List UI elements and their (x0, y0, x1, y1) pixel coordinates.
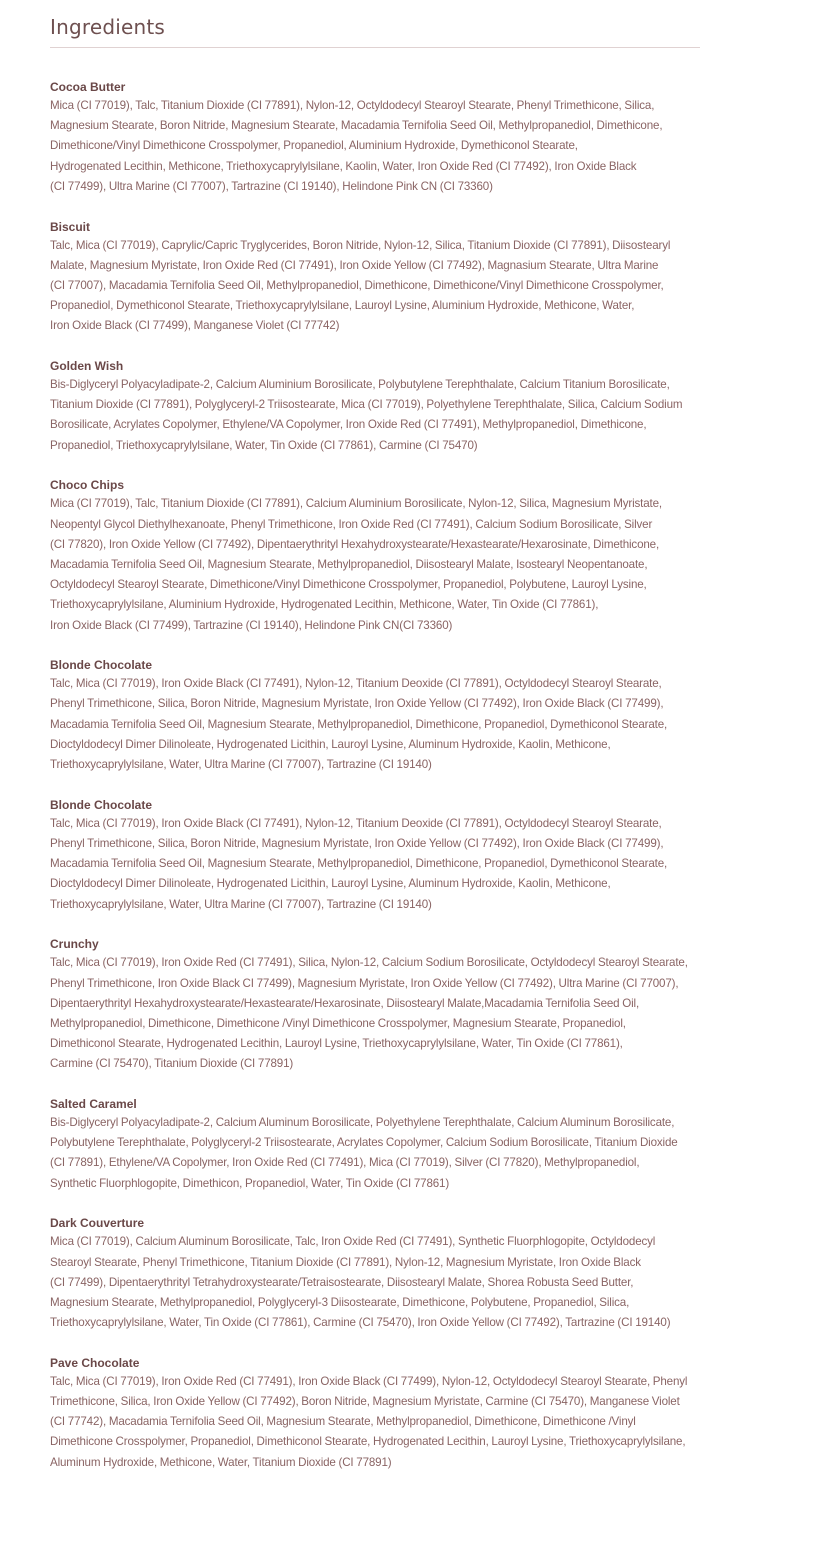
ingredient-list (50, 1232, 810, 1333)
ingredient-line: Talc, Mica (CI 77019), Iron Oxide Red (CI 77491), Iron Oxide Black (CI 77499), Nylon-12, Octyldodecyl Stearoyl Stearate, Phenyl (50, 1374, 688, 1388)
ingredient-line: Aluminum Hydroxide, Methicone, Water, Titanium Dioxide (CI 77891) (50, 1455, 392, 1469)
section-heading: Biscuit (50, 219, 91, 234)
ingredient-section (50, 1354, 810, 1473)
ingredient-list (50, 236, 810, 337)
ingredient-line: (CI 77891), Ethylene/VA Copolymer, Iron Oxide Red (CI 77491), Mica (CI 77019), Silver (CI 77820), Methylpropanediol, (50, 1156, 640, 1170)
ingredient-line: (CI 77820), Iron Oxide Yellow (CI 77492), Dipentaerythrityl Hexahydroxystearate/Hexastearate/Hexarosinate, Dimethicone, (50, 537, 660, 551)
section-heading: Golden Wish (50, 359, 124, 374)
section-heading: Cocoa Butter (50, 80, 126, 94)
ingredient-line: Macadamia Ternifolia Seed Oil, Magnesium Stearate, Methylpropanediol, Dimethicone, Propanediol, Dymethiconol Stearate, (50, 717, 668, 731)
ingredient-section (50, 78, 810, 197)
ingredient-section (50, 357, 810, 456)
ingredient-line: Methylpropanediol, Dimethicone, Dimethicone /Vinyl Dimethicone Crosspolymer, Magnesium Stearate, Propanediol, (50, 1016, 626, 1030)
ingredient-line: Triethoxycaprylylsilane, Water, Ultra Marine (CI 77007), Tartrazine (CI 19140) (50, 897, 432, 911)
ingredient-line: Carmine (CI 75470), Titanium Dioxide (CI 77891) (50, 1057, 294, 1071)
ingredient-line: Mica (CI 77019), Talc, Titanium Dioxide (CI 77891), Calcium Aluminium Borosilicate, Nylon-12, Silica, Magnesium Myristate, (50, 497, 662, 511)
ingredient-section (50, 218, 810, 337)
ingredient-line: Iron Oxide Black (CI 77499), Manganese Violet (CI 77742) (50, 319, 340, 333)
ingredient-line: Triethoxycaprylylsilane, Water, Ultra Marine (CI 77007), Tartrazine (CI 19140) (50, 758, 432, 772)
ingredient-line: Phenyl Trimethicone, Silica, Boron Nitride, Magnesium Myristate, Iron Oxide Yellow (CI 77492), Iron Oxide Black (CI 77499), (50, 836, 664, 850)
section-heading: Pave Chocolate (50, 1355, 140, 1370)
ingredient-line: Malate, Magnesium Myristate, Iron Oxide Red (CI 77491), Iron Oxide Yellow (CI 77492), Magnasium Stearate, Ultra Marine (50, 258, 659, 272)
ingredient-line: Phenyl Trimethicone, Iron Oxide Black CI 77499), Magnesium Myristate, Iron Oxide Yellow (CI 77492), Ultra Marine (CI 77007), (50, 976, 679, 990)
ingredient-line: Talc, Mica (CI 77019), Iron Oxide Black (CI 77491), Nylon-12, Titanium Deoxide (CI 77891), Octyldodecyl Stearoyl Stearate, (50, 677, 662, 691)
ingredient-line: Macadamia Ternifolia Seed Oil, Magnesium Stearate, Methylpropanediol, Dimethicone, Propanediol, Dymethiconol Stearate, (50, 857, 668, 871)
ingredient-list (50, 494, 810, 635)
ingredient-list (50, 1372, 810, 1473)
ingredient-list (50, 814, 810, 915)
ingredient-line: Dimethiconol Stearate, Hydrogenated Lecithin, Lauroyl Lysine, Triethoxycaprylylsilane, Water, Tin Oxide (CI 77861), (50, 1037, 623, 1051)
ingredient-line: Phenyl Trimethicone, Silica, Boron Nitride, Magnesium Myristate, Iron Oxide Yellow (CI 77492), Iron Oxide Black (CI 77499), (50, 697, 664, 711)
section-heading: Choco Chips (50, 478, 124, 493)
ingredient-list (50, 96, 810, 197)
ingredient-section (50, 1214, 810, 1333)
ingredient-section (50, 796, 810, 915)
ingredient-line: Magnesium Stearate, Methylpropanediol, Polyglyceryl-3 Diisostearate, Dimethicone, Polybutene, Propanediol, Silica, (50, 1295, 630, 1309)
section-heading: Blonde Chocolate (50, 658, 153, 673)
ingredient-sections (50, 78, 810, 1493)
ingredient-line: Macadamia Ternifolia Seed Oil, Magnesium Stearate, Methylpropanediol, Diisostearyl Malate, Isostearyl Neopentanoate, (50, 557, 648, 571)
ingredient-line: Dioctyldodecyl Dimer Dilinoleate, Hydrogenated Licithin, Lauroyl Lysine, Aluminum Hydroxide, Kaolin, Methicone, (50, 737, 611, 751)
ingredient-line: Talc, Mica (CI 77019), Caprylic/Capric Tryglycerides, Boron Nitride, Nylon-12, Silica, Titanium Dioxide (CI 77891), Diisostearyl (50, 238, 671, 252)
ingredient-section (50, 1095, 810, 1194)
ingredient-line: Dimethicone Crosspolymer, Propanediol, Dimethiconol Stearate, Hydrogenated Lecithin, Lauroyl Lysine, Triethoxycaprylylsilane, (50, 1435, 686, 1449)
ingredient-line: Stearoyl Stearate, Phenyl Trimethicone, Titanium Dioxide (CI 77891), Nylon-12, Magnesium Myristate, Iron Oxide Black (50, 1255, 641, 1269)
ingredient-line: (CI 77499), Ultra Marine (CI 77007), Tartrazine (CI 19140), Helindone Pink CN (CI 73360) (50, 179, 493, 193)
ingredient-list (50, 1113, 810, 1194)
section-heading: Crunchy (50, 937, 99, 952)
ingredient-line: Bis-Diglyceryl Polyacyladipate-2, Calcium Aluminum Borosilicate, Polyethylene Terephthalate, Calcium Aluminum Borosilicate, (50, 1116, 675, 1130)
ingredient-line: Dimethicone/Vinyl Dimethicone Crosspolymer, Propanediol, Aluminium Hydroxide, Dymethiconol Stearate, (50, 139, 578, 153)
ingredient-line: Synthetic Fluorphlogopite, Dimethicon, Propanediol, Water, Tin Oxide (CI 77861) (50, 1176, 450, 1190)
ingredient-section (50, 476, 810, 635)
ingredient-line: (CI 77499), Dipentaerythrityl Tetrahydroxystearate/Tetraisostearate, Diisostearyl Malate, Shorea Robusta Seed Butter, (50, 1275, 634, 1289)
ingredient-line: Octyldodecyl Stearoyl Stearate, Dimethicone/Vinyl Dimethicone Crosspolymer, Propanediol, Polybutene, Lauroyl Lysine, (50, 578, 647, 592)
ingredient-line: Propanediol, Dymethiconol Stearate, Triethoxycaprylylsilane, Lauroyl Lysine, Aluminium Hydroxide, Methicone, Water, (50, 299, 635, 313)
ingredient-line: (CI 77742), Macadamia Ternifolia Seed Oil, Magnesium Stearate, Methylpropanediol, Dimethicone, Dimethicone /Vinyl (50, 1415, 636, 1429)
section-heading: Salted Caramel (50, 1097, 137, 1112)
ingredient-line: Polybutylene Terephthalate, Polyglyceryl-2 Triisostearate, Acrylates Copolymer, Calcium Sodium Borosilicate, Titanium Dioxide (50, 1136, 678, 1150)
ingredient-line: Iron Oxide Black (CI 77499), Tartrazine (CI 19140), Helindone Pink CN(CI 73360) (50, 618, 453, 632)
title-divider (50, 47, 700, 48)
ingredient-line: Titanium Dioxide (CI 77891), Polyglyceryl-2 Triisostearate, Mica (CI 77019), Polyethylene Terephthalate, Silica, Calcium Sodium (50, 398, 683, 412)
ingredient-line: Magnesium Stearate, Boron Nitride, Magnesium Stearate, Macadamia Ternifolia Seed Oil, Methylpropanediol, Dimethicone, (50, 119, 663, 133)
page-title: Ingredients (50, 15, 166, 39)
ingredient-list (50, 674, 810, 775)
ingredient-line: (CI 77007), Macadamia Ternifolia Seed Oil, Methylpropanediol, Dimethicone, Dimethicone/Vinyl Dimethicone Crosspolymer, (50, 278, 664, 292)
ingredient-section (50, 935, 810, 1074)
ingredient-section (50, 656, 810, 775)
section-heading: Blonde Chocolate (50, 797, 153, 812)
ingredient-line: Triethoxycaprylylsilane, Aluminium Hydroxide, Hydrogenated Lecithin, Methicone, Water, Tin Oxide (CI 77861), (50, 598, 599, 612)
ingredient-line: Neopentyl Glycol Diethylhexanoate, Phenyl Trimethicone, Iron Oxide Red (CI 77491), Calcium Sodium Borosilicate, Silver (50, 517, 653, 531)
ingredient-line: Talc, Mica (CI 77019), Iron Oxide Black (CI 77491), Nylon-12, Titanium Deoxide (CI 77891), Octyldodecyl Stearoyl Stearate, (50, 816, 662, 830)
ingredient-line: Mica (CI 77019), Calcium Aluminum Borosilicate, Talc, Iron Oxide Red (CI 77491), Synthetic Fluorphlogopite, Octyldodecyl (50, 1235, 656, 1249)
section-heading: Dark Couverture (50, 1216, 145, 1231)
ingredient-line: Triethoxycaprylylsilane, Water, Tin Oxide (CI 77861), Carmine (CI 75470), Iron Oxide Yellow (CI 77492), Tartrazine (CI 19140) (50, 1316, 671, 1330)
ingredient-line: Dipentaerythrityl Hexahydroxystearate/Hexastearate/Hexarosinate, Diisostearyl Malate,Macadamia Ternifolia Seed Oil, (50, 996, 640, 1010)
ingredient-line: Hydrogenated Lecithin, Methicone, Triethoxycaprylylsilane, Kaolin, Water, Iron Oxide Red (CI 77492), Iron Oxide Black (50, 159, 637, 173)
ingredient-line: Mica (CI 77019), Talc, Titanium Dioxide (CI 77891), Nylon-12, Octyldodecyl Stearoyl Stearate, Phenyl Trimethicone, Silica, (50, 99, 655, 112)
ingredient-list (50, 953, 810, 1074)
ingredient-line: Dioctyldodecyl Dimer Dilinoleate, Hydrogenated Licithin, Lauroyl Lysine, Aluminum Hydroxide, Kaolin, Methicone, (50, 877, 611, 891)
ingredient-line: Talc, Mica (CI 77019), Iron Oxide Red (CI 77491), Silica, Nylon-12, Calcium Sodium Borosilicate, Octyldodecyl Stearoyl Stearate, (50, 956, 688, 970)
ingredient-list (50, 375, 810, 456)
ingredient-line: Propanediol, Triethoxycaprylylsilane, Water, Tin Oxide (CI 77861), Carmine (CI 75470) (50, 438, 478, 452)
ingredient-line: Borosilicate, Acrylates Copolymer, Ethylene/VA Copolymer, Iron Oxide Red (CI 77491), Methylpropanediol, Dimethicone, (50, 418, 647, 432)
ingredient-line: Trimethicone, Silica, Iron Oxide Yellow (CI 77492), Boron Nitride, Magnesium Myristate, Carmine (CI 75470), Manganese Violet (50, 1395, 680, 1409)
ingredient-line: Bis-Diglyceryl Polyacyladipate-2, Calcium Aluminium Borosilicate, Polybutylene Terephthalate, Calcium Titanium Borosilicate, (50, 378, 670, 392)
